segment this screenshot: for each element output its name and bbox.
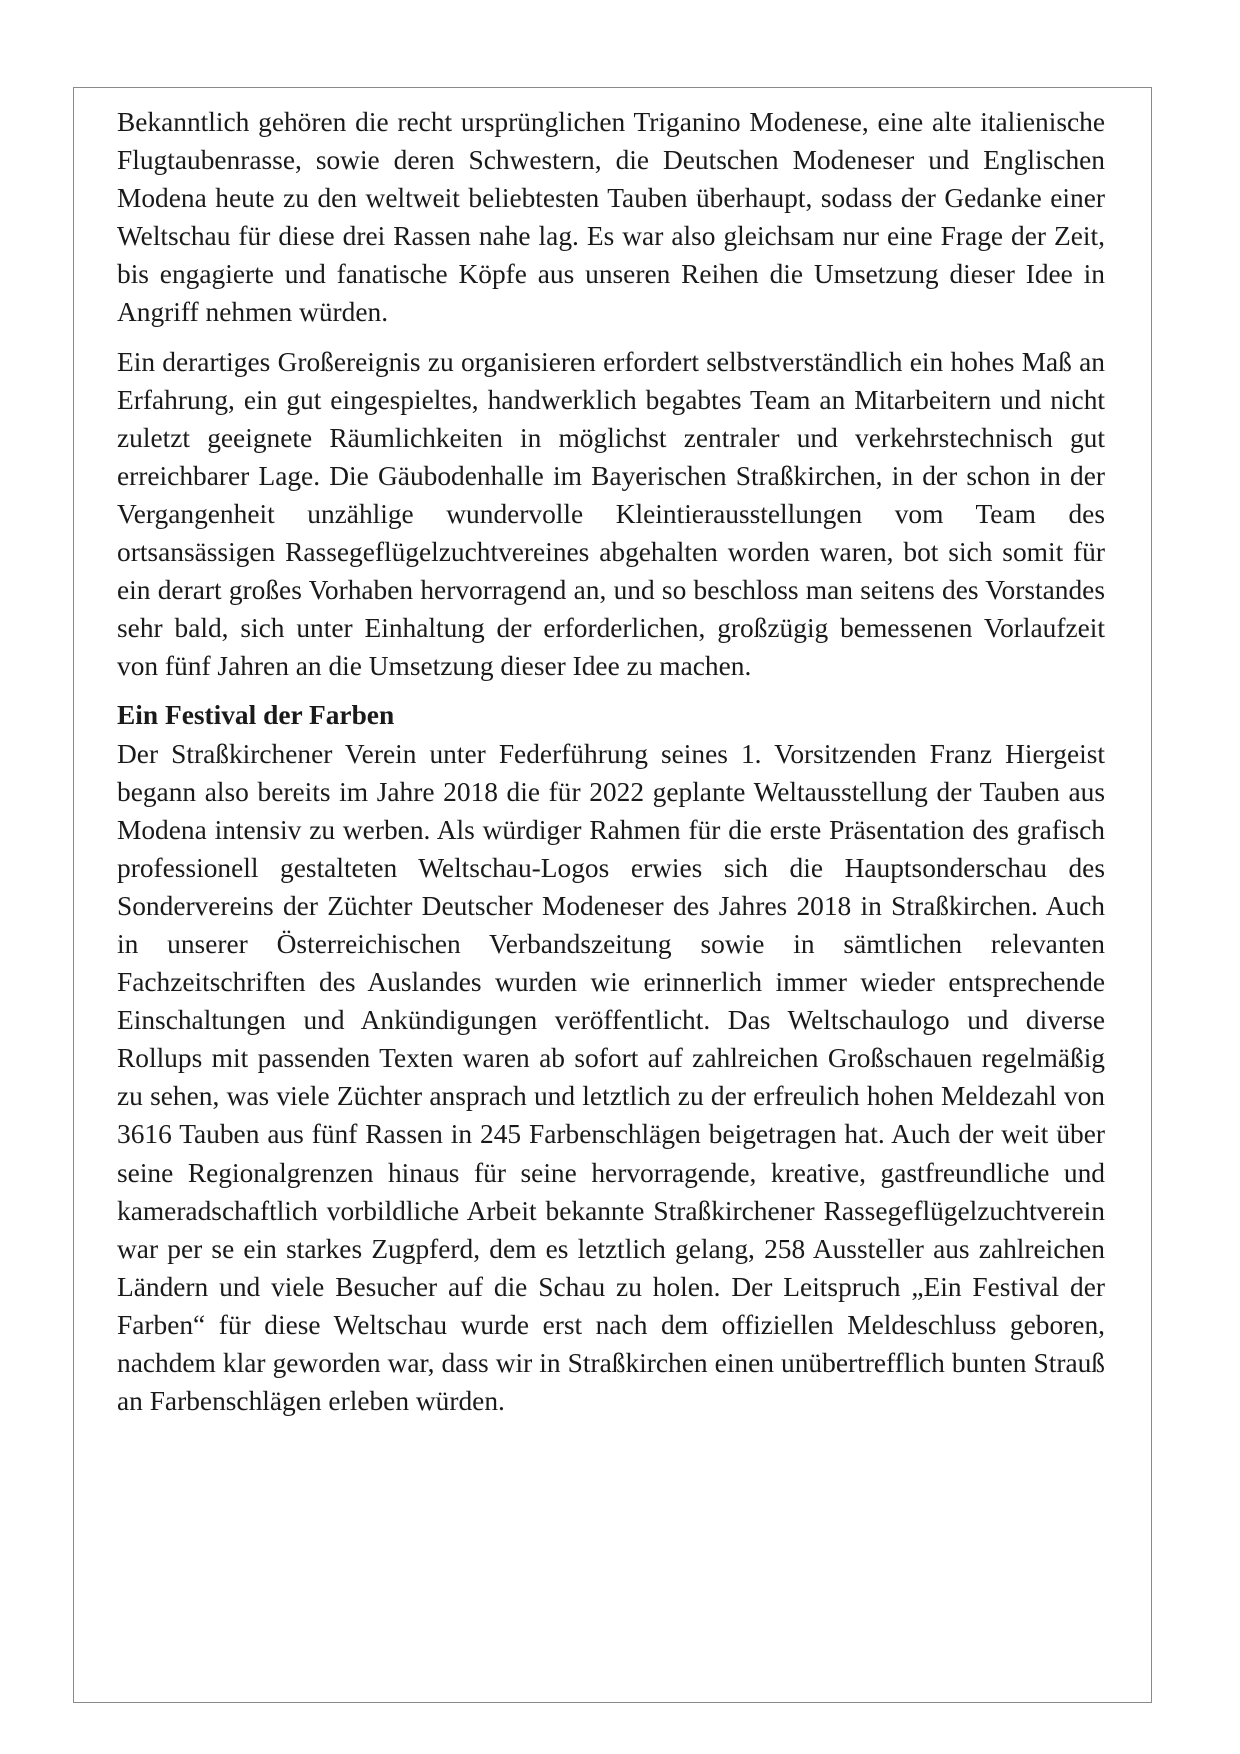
document-body: [117, 103, 1105, 1420]
paragraph-organisation: Ein derartiges Großereignis zu organisieren erfordert selbstverständlich ein hohes Maß an Erfahrung, ein gut eingespieltes, handwerklich begabtes Team an Mitarbeitern und nicht zuletzt geeignete Räumlichkeiten in möglichst zentraler und verkehrstechnisch gut erreichbarer Lage. Die Gäubodenhalle im Bayerischen Straßkirchen, in der schon in der Vergangenheit unzählige wundervolle Kleintierausstellungen vom Team des ortsansässigen Rassegeflügelzuchtvereines abgehalten worden waren, bot sich somit für ein derart großes Vorhaben hervorragend an, und so beschloss man seitens des Vorstandes sehr bald, sich unter Einhaltung der erforderlichen, großzügig bemessenen Vorlaufzeit von fünf Jahren an die Umsetzung dieser Idee zu machen.: [117, 346, 1105, 682]
section-heading: Ein Festival der Farben: [117, 700, 395, 731]
section-body: Der Straßkirchener Verein unter Federführung seines 1. Vorsitzenden Franz Hiergeist begann also bereits im Jahre 2018 die für 2022 geplante Weltausstellung der Tauben aus Modena intensiv zu werben. Als würdiger Rahmen für die erste Präsentation des grafisch professionell gestalteten Weltschau-Logos erwies sich die Hauptsonderschau des Sondervereins der Züchter Deutscher Modeneser des Jahres 2018 in Straßkirchen. Auch in unserer Österreichischen Verbandszeitung sowie in sämtlichen relevanten Fachzeitschriften des Auslandes wurden wie erinnerlich immer wieder entsprechende Einschaltungen und Ankündigungen veröffentlicht. Das Weltschaulogo und diverse Rollups mit passenden Texten waren ab sofort auf zahlreichen Großschauen regelmäßig zu sehen, was viele Züchter ansprach und letztlich zu der erfreulich hohen Meldezahl von 3616 Tauben aus fünf Rassen in 245 Farbenschlägen beigetragen hat. Auch der weit über seine Regionalgrenzen hinaus für seine hervorragende, kreative, gastfreundliche und kameradschaftlich vorbildliche Arbeit bekannte Straßkirchener Rassegeflügelzuchtverein war per se ein starkes Zugpferd, dem es letztlich gelang, 258 Aussteller aus zahlreichen Ländern und viele Besucher auf die Schau zu holen. Der Leitspruch „Ein Festival der Farben“ für diese Weltschau wurde erst nach dem offiziellen Meldeschluss geboren, nachdem klar geworden war, dass wir in Straßkirchen einen unübertrefflich bunten Strauß an Farbenschlägen erleben würden.: [117, 738, 1105, 1417]
paragraph-intro: Bekanntlich gehören die recht ursprünglichen Triganino Modenese, eine alte italienische Flugtaubenrasse, sowie deren Schwestern, die Deutschen Modeneser und Englischen Modena heute zu den weltweit beliebtesten Tauben überhaupt, sodass der Gedanke einer Weltschau für diese drei Rassen nahe lag. Es war also gleichsam nur eine Frage der Zeit, bis engagierte und fanatische Köpfe aus unseren Reihen die Umsetzung dieser Idee in Angriff nehmen würden.: [117, 107, 1105, 328]
